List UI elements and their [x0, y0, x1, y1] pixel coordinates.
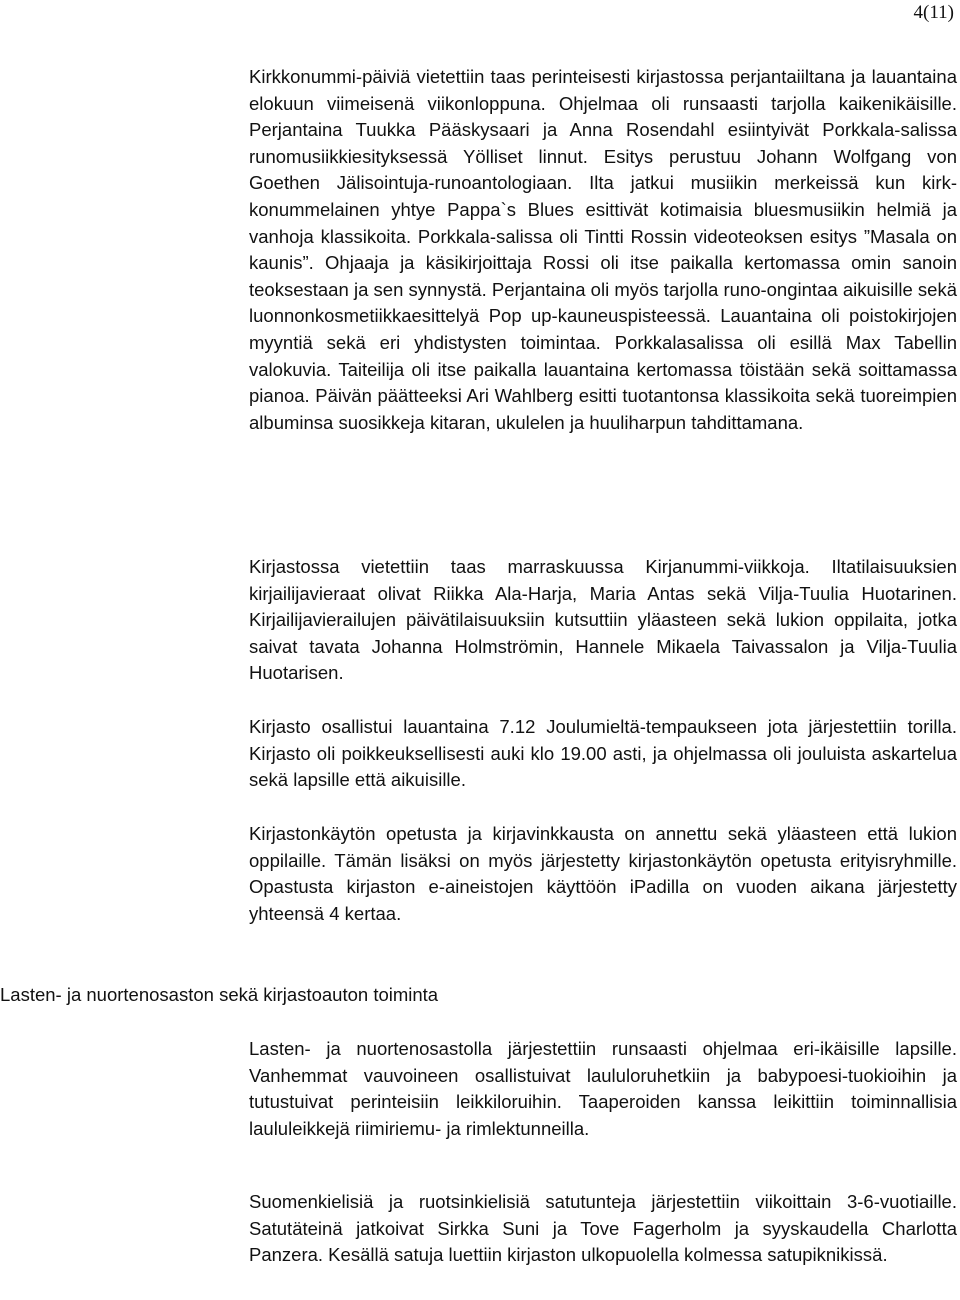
paragraph-text: Lasten- ja nuortenosastolla järjestettiin runsaasti ohjelmaa eri-ikäisille lapsille. Vanhemmat vauvoineen osallistuivat laululoruhetkiin ja babypoesi-tuokioihin ja tutustuivat perinteisiin leikkiloruihin. Taaperoiden kanssa leikittiin toiminnallisia laululeikkejä riimiriemu- ja rimlektunneilla. [249, 1038, 957, 1139]
paragraph-text: Kirjastossa vietettiin taas marraskuussa Kirjanummi-viikkoja. Iltatilaisuuksien kirjailijavieraat olivat Riikka Ala-Harja, Maria Antas sekä Vilja-Tuulia Huotarinen. Kirjailijavierailujen päivätilaisuuksiin kutsuttiin yläasteen sekä lukion oppilaita, jotka saivat tavata Johanna Holmströmin, Hannele Mikaela Taivassalon ja Vilja-Tuulia Huotarisen. [249, 556, 957, 684]
paragraph-kirkkonummi-days [249, 64, 957, 436]
paragraph-kirjanummi-weeks [249, 554, 957, 687]
page-number: 4(11) [913, 2, 954, 23]
paragraph-text: Suomenkielisiä ja ruotsinkielisiä satutunteja järjestettiin viikoittain 3-6-vuotiaille. Satutäteinä jatkoivat Sirkka Suni ja Tove Fagerholm ja syyskaudella Charlotta Panzera. Kesällä satuja luettiin kirjaston ulkopuolella kolmessa satupiknikissä. [249, 1191, 957, 1266]
paragraph-story-hours [249, 1189, 957, 1269]
paragraph-text: Kirjasto osallistui lauantaina 7.12 Joulumieltä-tempaukseen jota järjestettiin torilla. Kirjasto oli poikkeuksellisesti auki klo 19.00 asti, ja ohjelmassa oli jouluista askartelua sekä lapsille että aikuisille. [249, 716, 957, 791]
paragraph-christmas-event [249, 714, 957, 794]
paragraph-library-teaching [249, 821, 957, 927]
paragraph-children-programs [249, 1036, 957, 1142]
paragraph-text: Kirjastonkäytön opetusta ja kirjavinkkausta on annettu sekä yläasteen että lukion oppilaille. Tämän lisäksi on myös järjestetty kirjastonkäytön opetusta erityisryhmille. Opastusta kirjaston e-aineistojen käyttöön iPadilla on vuoden aikana järjestetty yhteensä 4 kertaa. [249, 823, 957, 924]
section-heading: Lasten- ja nuortenosaston sekä kirjastoauton toiminta [0, 984, 439, 1005]
paragraph-text: Kirkkonummi-päiviä vietettiin taas perinteisesti kirjastossa perjantaiiltana ja lauantaina elokuun viimeisenä viikonloppuna. Ohjelmaa oli runsaasti tarjolla kaikenikäisille. Perjantaina Tuukka Pääskysaari ja Anna Rosendahl esiintyivät Porkkala-salissa runomusiikkiesityksessä Yölliset linnut. Esitys perustuu Johann Wolfgang von Goethen Jälisointuja-runoantologiaan. Ilta jatkui musiikin merkeissä kun kirkkonummelainen yhtye Pappa`s Blues esittivät kotimaisia bluesmusiikin helmiä ja vanhoja klassikoita. Porkkala-salissa oli Tintti Rossin videoteoksen esitys ”Masala on kaunis”. Ohjaaja ja käsikirjoittaja Rossi oli itse paikalla kertomassa omin sanoin teoksestaan ja sen synnystä. Perjantaina oli myös tarjolla runo-ongintaa aikuisille sekä luonnonkosmetiikkaesittelyä Pop up-kauneuspisteessä. Lauantaina oli poistokirjojen myyntiä sekä eri yhdistysten toimintaa. Porkkalasalissa oli esillä Max Tabellin valokuvia. Taiteilija oli itse paikalla lauantaina kertomassa töistään sekä soittamassa pianoa. Päivän päätteeksi Ari Wahlberg esitti tuotantonsa klassikoita sekä tuoreimpien albuminsa suosikkeja kitaran, ukulelen ja huuliharpun tahdittamana. [249, 66, 957, 433]
